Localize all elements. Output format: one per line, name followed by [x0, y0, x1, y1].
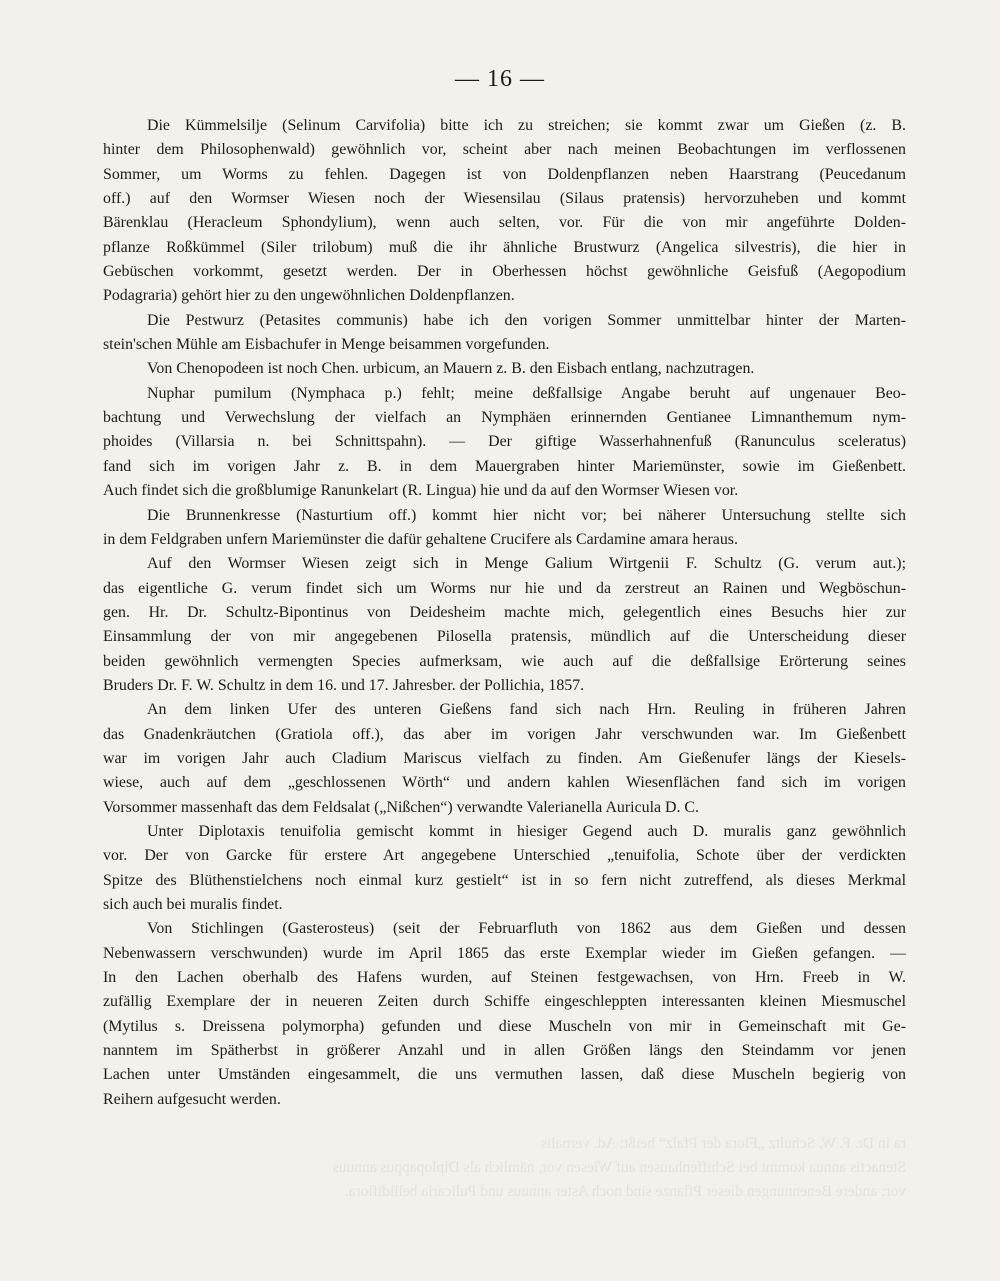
- text-line: Podagraria) gehört hier zu den ungewöhnlichen Doldenpflanzen.: [103, 287, 515, 305]
- text-line: bachtung und Verwechslung der vielfach an Nymphäen erinnernden Gentianee Limnanthemum nym-: [103, 409, 906, 427]
- text-line: war im vorigen Jahr auch Cladium Mariscus vielfach zu finden. Am Gießenufer längs der Kiesels-: [103, 749, 906, 767]
- text-line: Die Pestwurz (Petasites communis) habe ich den vorigen Sommer unmittelbar hinter der Marten-: [147, 311, 906, 329]
- text-line: das Gnadenkräutchen (Gratiola off.), das aber im vorigen Jahr verschwunden war. Im Gießenbett: [103, 725, 906, 743]
- text-line: Bruders Dr. F. W. Schultz in dem 16. und 17. Jahresber. der Pollichia, 1857.: [103, 676, 585, 694]
- paragraph: [103, 820, 906, 917]
- bleed-through-text: [103, 1132, 906, 1204]
- paragraph: [103, 382, 906, 504]
- text-line: Vorsommer massenhaft das dem Feldsalat („Nißchen“) verwandte Valerianella Auricula D. C.: [103, 798, 700, 816]
- text-line: Von Chenopodeen ist noch Chen. urbicum, an Mauern z. B. den Eisbach entlang, nachzutragen.: [147, 360, 755, 378]
- text-line: Reihern aufgesucht werden.: [103, 1090, 281, 1108]
- body-text: [103, 114, 906, 1112]
- bleed-line: ra in Dr. F. W. Schultz „Flora der Pfalz“ heißt: Ad. vernalis: [540, 1135, 906, 1152]
- paragraph: [103, 552, 906, 698]
- text-line: stein'schen Mühle am Eisbachufer in Menge beisammen vorgefunden.: [103, 336, 550, 354]
- text-line: Spitze des Blüthenstielchens noch einmal kurz gestielt“ ist in so fern nicht zutreffend, als dieses Merkmal: [103, 871, 906, 889]
- paragraph: [103, 504, 906, 553]
- text-line: nanntem im Spätherbst in größerer Anzahl und in allen Größen längs den Steindamm vor jenen: [103, 1042, 906, 1060]
- text-line: zufällig Exemplare der in neueren Zeiten durch Schiffe eingeschleppten interessanten kleinen Miesmuschel: [103, 993, 906, 1011]
- text-line: fand sich im vorigen Jahr z. B. in dem Mauergraben hinter Mariemünster, sowie im Gießenbett.: [103, 457, 906, 475]
- text-line: Gebüschen vorkommt, gesetzt werden. Der in Oberhessen höchst gewöhnliche Geisfuß (Aegopodium: [103, 263, 906, 281]
- paragraph: [103, 698, 906, 820]
- text-line: Einsammlung der von mir angegebenen Pilosella pratensis, mündlich auf die Unterscheidung dieser: [103, 628, 906, 646]
- text-line: Die Brunnenkresse (Nasturtium off.) kommt hier nicht vor; bei näherer Untersuchung stellte sich: [147, 506, 906, 524]
- text-line: off.) auf den Wormser Wiesen noch der Wiesensilau (Silaus pratensis) hervorzuheben und kommt: [103, 190, 906, 208]
- paragraph: [103, 309, 906, 358]
- text-line: Unter Diplotaxis tenuifolia gemischt kommt in hiesiger Gegend auch D. muralis ganz gewöhnlich: [147, 822, 906, 840]
- paragraph: [103, 917, 906, 1112]
- text-line: Von Stichlingen (Gasterosteus) (seit der Februarfluth von 1862 aus dem Gießen und dessen: [147, 920, 906, 938]
- text-line: Lachen unter Umständen eingesammelt, die uns vermuthen lassen, daß diese Muscheln begierig von: [103, 1066, 906, 1084]
- text-line: beiden gewöhnlich vermengten Species aufmerksam, wie auch auf die deßfallsige Erörterung seines: [103, 652, 906, 670]
- text-line: hinter dem Philosophenwald) gewöhnlich vor, scheint aber nach meinen Beobachtungen im verflossenen: [103, 141, 906, 159]
- text-line: wiese, auch auf dem „geschlossenen Wörth“ und andern kahlen Wiesenflächen fand sich im vorigen: [103, 774, 906, 792]
- text-line: phoides (Villarsia n. bei Schnittspahn). — Der giftige Wasserhahnenfuß (Ranunculus sceleratus): [103, 433, 906, 451]
- text-line: Auf den Wormser Wiesen zeigt sich in Menge Galium Wirtgenii F. Schultz (G. verum aut.);: [147, 555, 906, 573]
- text-line: Auch findet sich die großblumige Ranunkelart (R. Lingua) hie und da auf den Wormser Wiesen vor.: [103, 482, 739, 500]
- text-line: das eigentliche G. verum findet sich um Worms nur hie und da zerstreut an Rainen und Wegböschun-: [103, 579, 906, 597]
- text-line: Sommer, um Worms zu fehlen. Dagegen ist von Doldenpflanzen neben Haarstrang (Peucedanum: [103, 165, 906, 183]
- paragraph: [103, 357, 906, 381]
- text-line: sich auch bei muralis findet.: [103, 896, 283, 913]
- text-line: An dem linken Ufer des unteren Gießens fand sich nach Hrn. Reuling in früheren Jahren: [147, 701, 906, 719]
- text-line: In den Lachen oberhalb des Hafens wurden, auf Steinen festgewachsen, von Hrn. Freeb in W.: [103, 969, 906, 987]
- text-line: gen. Hr. Dr. Schultz-Bipontinus von Deidesheim machte mich, gelegentlich eines Besuchs hier zur: [103, 603, 906, 621]
- text-line: (Mytilus s. Dreissena polymorpha) gefunden und diese Muscheln von mir in Gemeinschaft mit Ge-: [103, 1017, 906, 1035]
- page-number: — 16 —: [455, 66, 545, 92]
- bleed-line: Stenactis annua kommt bei Schiffenhausen auf Wiesen vor, nämlich als Diplopappus annuus: [332, 1159, 906, 1176]
- text-line: vor. Der von Garcke für erstere Art angegebene Unterschied „tenuifolia, Schote über der verdickten: [103, 847, 906, 865]
- text-line: in dem Feldgraben unfern Mariemünster die dafür gehaltene Crucifere als Cardamine amara heraus.: [103, 530, 738, 548]
- text-line: Nebenwassern verschwunden) wurde im April 1865 das erste Exemplar wieder im Gießen gefangen. —: [103, 944, 906, 962]
- text-line: Die Kümmelsilje (Selinum Carvifolia) bitte ich zu streichen; sie kommt zwar um Gießen (z. B.: [147, 117, 906, 134]
- text-line: Nuphar pumilum (Nymphaca p.) fehlt; meine deßfallsige Angabe beruht auf ungenauer Beo-: [147, 384, 906, 402]
- paragraph: [103, 114, 906, 309]
- bleed-line: vor: andere Benennungen dieser Pflanze sind noch Aster annuus und Pulicaria bellidiflora.: [344, 1183, 906, 1200]
- text-line: Bärenklau (Heracleum Sphondylium), wenn auch selten, vor. Für die von mir angeführte Dolden-: [103, 214, 906, 232]
- text-line: pflanze Roßkümmel (Siler trilobum) muß die ihr ähnliche Brustwurz (Angelica silvestris), die hier in: [103, 238, 906, 256]
